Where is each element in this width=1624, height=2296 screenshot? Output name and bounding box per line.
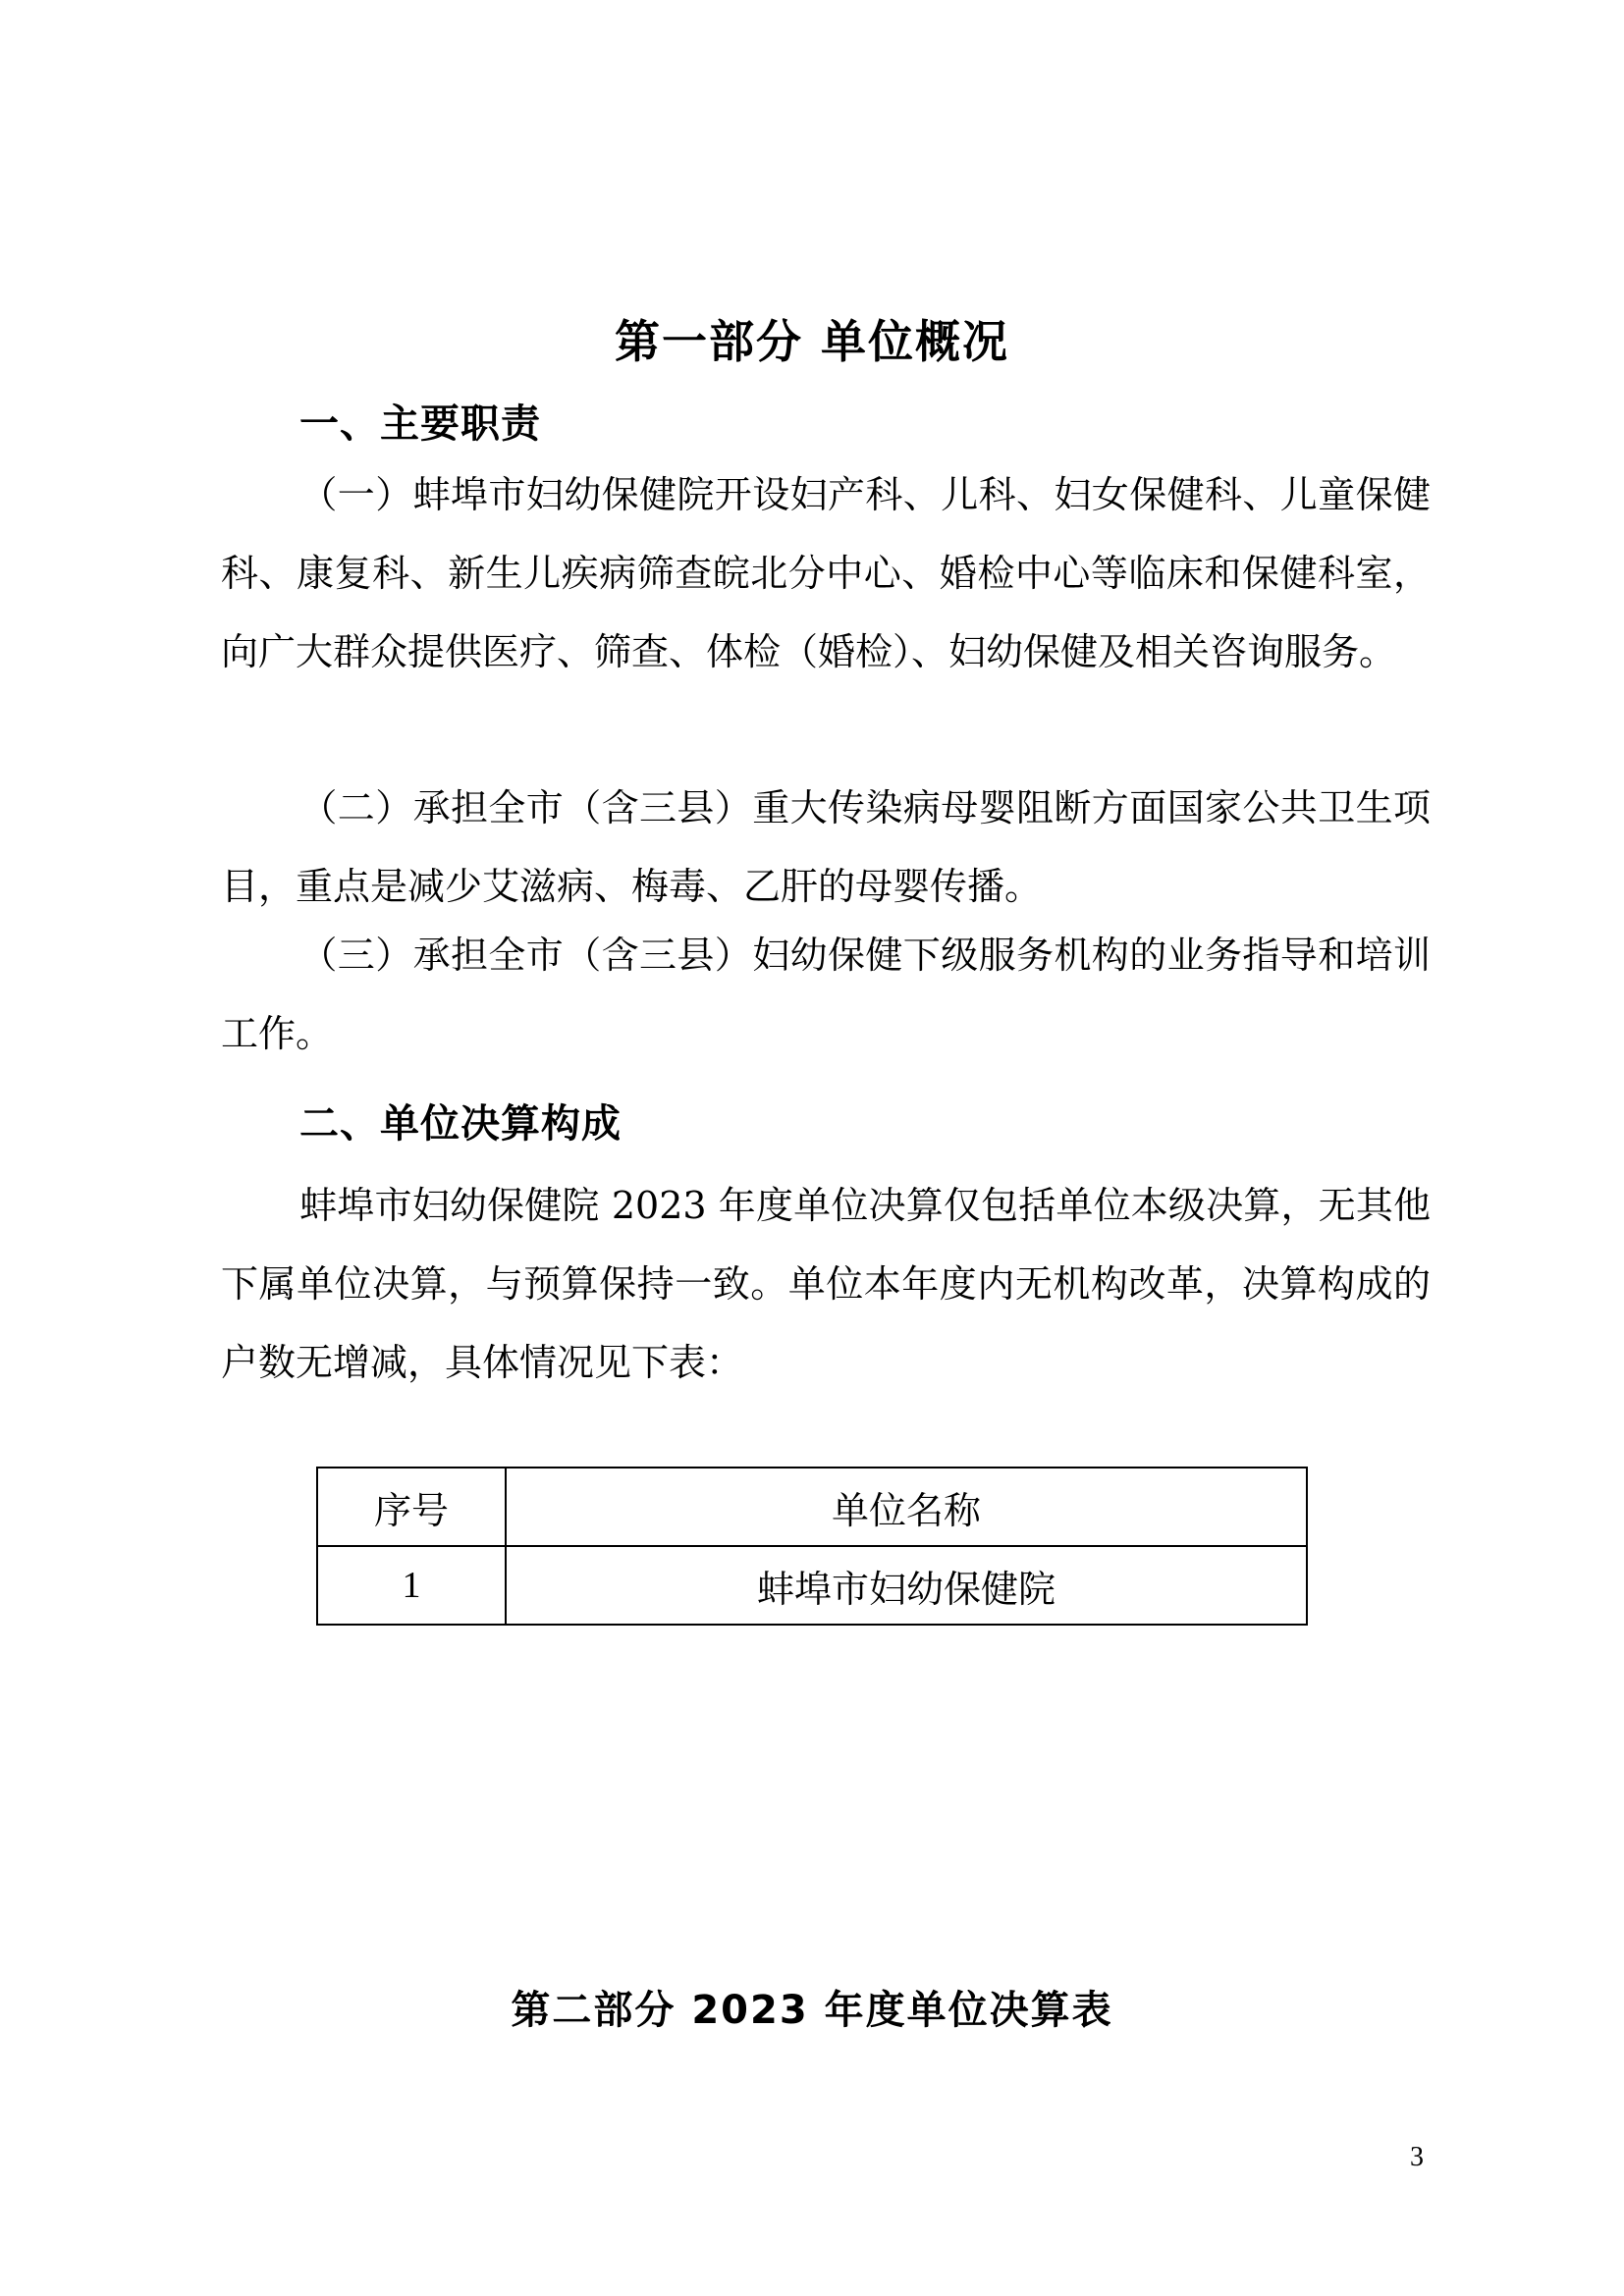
paragraph-text: 蚌埠市妇幼保健院 2023 年度单位决算仅包括单位本级决算，无其他下属单位决算，与预算保持一致。单位本年度内无机构改革，决算构成的户数无增减，具体情况见下表： [221, 1184, 1431, 1384]
table-header-row [317, 1468, 1307, 1546]
paragraph-text: （一）蚌埠市妇幼保健院开设妇产科、儿科、妇女保健科、儿童保健科、康复科、新生儿疾病筛查皖北分中心、婚检中心等临床和保健科室，向广大群众提供医疗、筛查、体检（婚检）、妇幼保健及相关咨询服务。 [221, 473, 1431, 673]
page-number: 3 [1410, 2142, 1424, 2172]
header-seq: 序号 [317, 1468, 506, 1546]
paragraph-text: （二）承担全市（含三县）重大传染病母婴阻断方面国家公共卫生项目，重点是减少艾滋病、梅毒、乙肝的母婴传播。 [221, 786, 1431, 908]
duty-paragraph-1 [221, 455, 1431, 691]
cell-seq: 1 [317, 1546, 506, 1625]
part2-title: 第二部分 2023 年度单位决算表 [511, 1988, 1113, 2033]
duty-paragraph-2 [221, 769, 1431, 926]
unit-composition-table [316, 1467, 1308, 1626]
section2-heading: 二、单位决算构成 [299, 1101, 622, 1147]
part1-title: 第一部分 单位概况 [614, 315, 1009, 368]
composition-paragraph [221, 1166, 1431, 1402]
paragraph-text: （三）承担全市（含三县）妇幼保健下级服务机构的业务指导和培训工作。 [221, 934, 1431, 1055]
cell-unit-name: 蚌埠市妇幼保健院 [506, 1546, 1307, 1625]
duty-paragraph-3 [221, 916, 1431, 1073]
table-row [317, 1546, 1307, 1625]
header-unit-name: 单位名称 [506, 1468, 1307, 1546]
section1-heading: 一、主要职责 [299, 401, 541, 447]
